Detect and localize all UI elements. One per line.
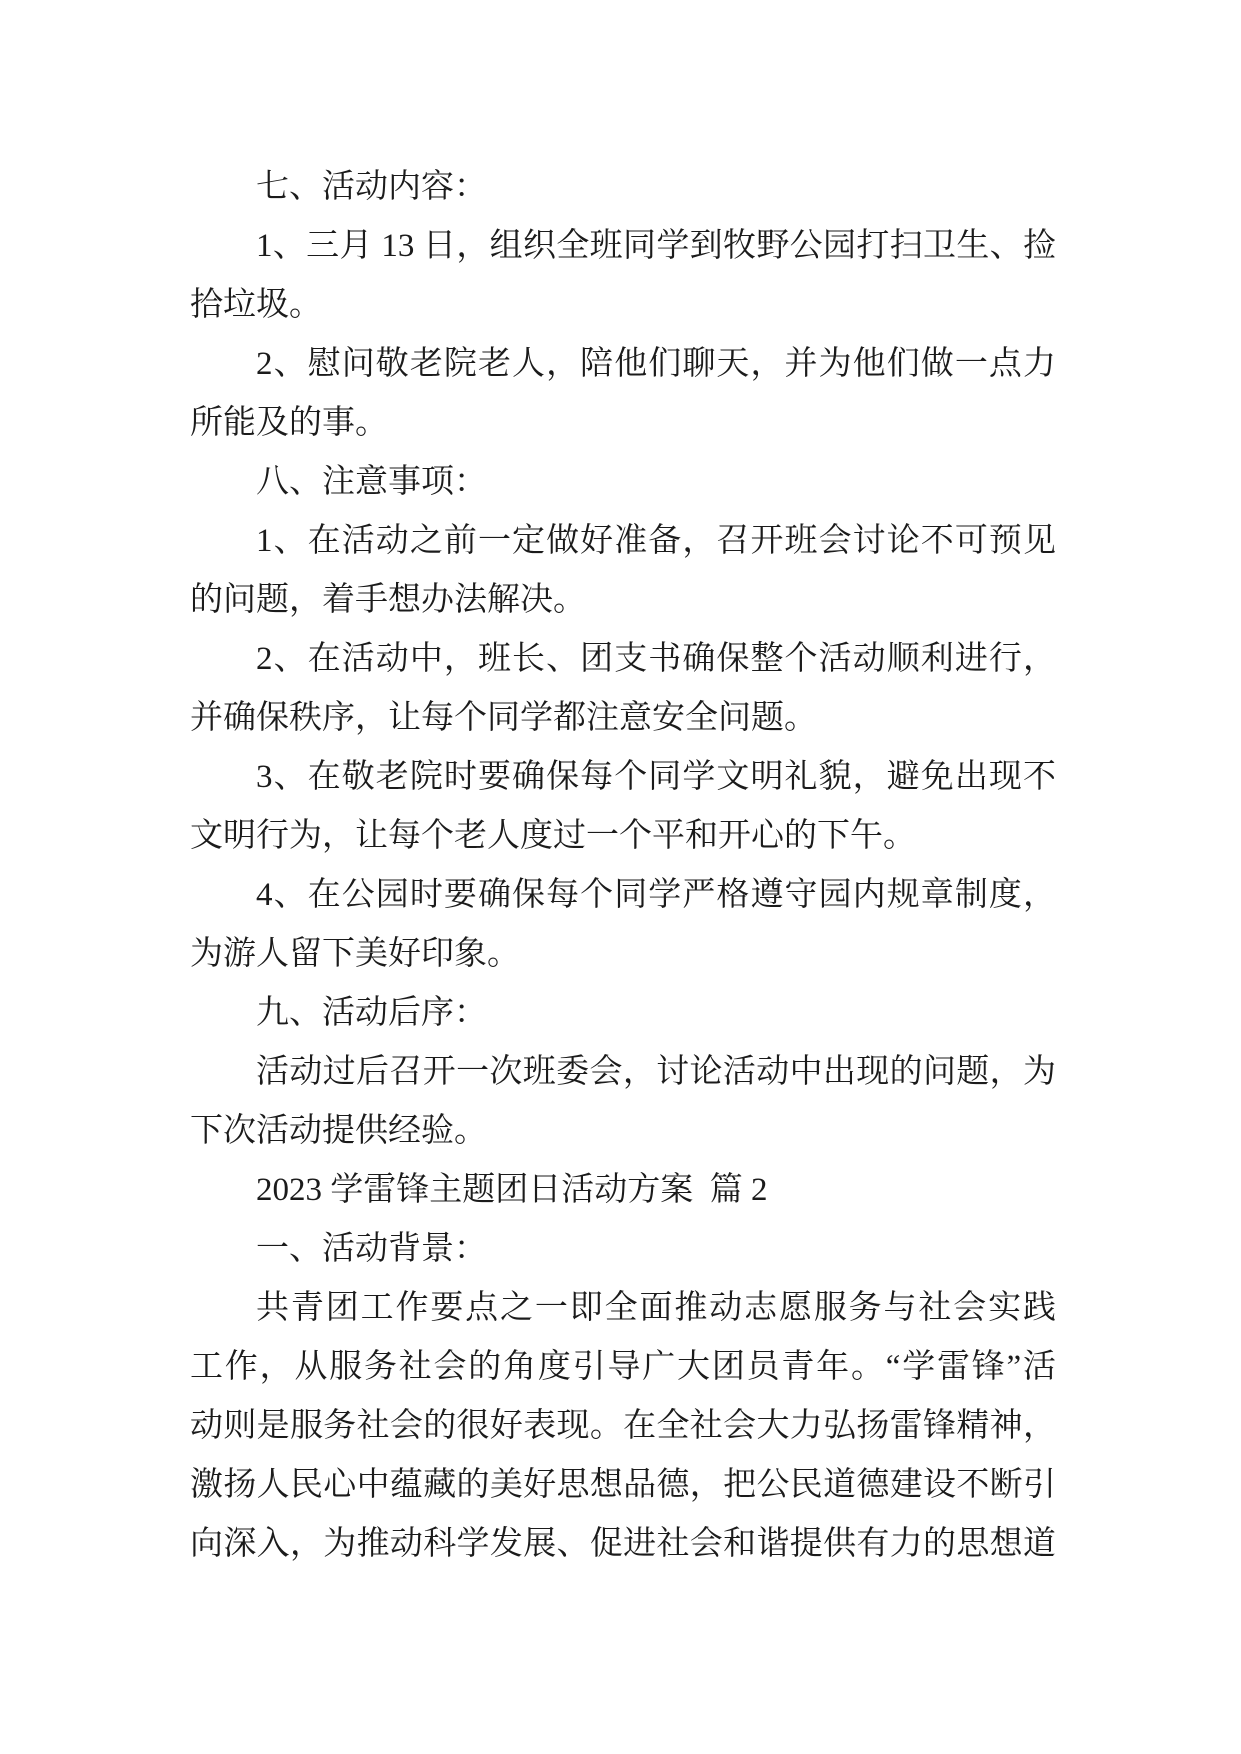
- paragraph-line: 拾垃圾。: [190, 287, 322, 323]
- section-heading: 一、活动背景：: [256, 1231, 487, 1267]
- paragraph-line: 动则是服务社会的很好表现。在全社会大力弘扬雷锋精神，: [190, 1408, 1056, 1444]
- paragraph-line: 并确保秩序，让每个同学都注意安全问题。: [190, 700, 817, 736]
- section-heading: 九、活动后序：: [256, 995, 487, 1031]
- paragraph-line: 4、在公园时要确保每个同学严格遵守园内规章制度，: [256, 877, 1056, 913]
- paragraph-line: 下次活动提供经验。: [190, 1113, 487, 1149]
- paragraph-line: 共青团工作要点之一即全面推动志愿服务与社会实践: [256, 1290, 1056, 1326]
- paragraph-line: 激扬人民心中蕴藏的美好思想品德，把公民道德建设不断引: [190, 1467, 1056, 1503]
- paragraph-line: 2、慰问敬老院老人，陪他们聊天，并为他们做一点力: [256, 346, 1056, 382]
- paragraph-line: 2、在活动中，班长、团支书确保整个活动顺利进行，: [256, 641, 1056, 677]
- paragraph-line: 所能及的事。: [190, 405, 388, 441]
- paragraph-line: 3、在敬老院时要确保每个同学文明礼貌，避免出现不: [256, 759, 1056, 795]
- section-heading: 七、活动内容：: [256, 169, 487, 205]
- paragraph-line: 1、在活动之前一定做好准备，召开班会讨论不可预见: [256, 523, 1056, 559]
- paragraph-line: 的问题，着手想办法解决。: [190, 582, 586, 618]
- paragraph-line: 为游人留下美好印象。: [190, 936, 520, 972]
- paragraph-line: 活动过后召开一次班委会，讨论活动中出现的问题，为: [256, 1054, 1056, 1090]
- plan-title-heading: 2023 学雷锋主题团日活动方案 篇 2: [256, 1172, 768, 1208]
- section-heading: 八、注意事项：: [256, 464, 487, 500]
- paragraph-line: 工作，从服务社会的角度引导广大团员青年。“学雷锋”活: [190, 1349, 1056, 1385]
- paragraph-line: 向深入，为推动科学发展、促进社会和谐提供有力的思想道: [190, 1526, 1056, 1562]
- paragraph-line: 1、三月 13 日，组织全班同学到牧野公园打扫卫生、捡: [256, 228, 1056, 264]
- paragraph-line: 文明行为，让每个老人度过一个平和开心的下午。: [190, 818, 916, 854]
